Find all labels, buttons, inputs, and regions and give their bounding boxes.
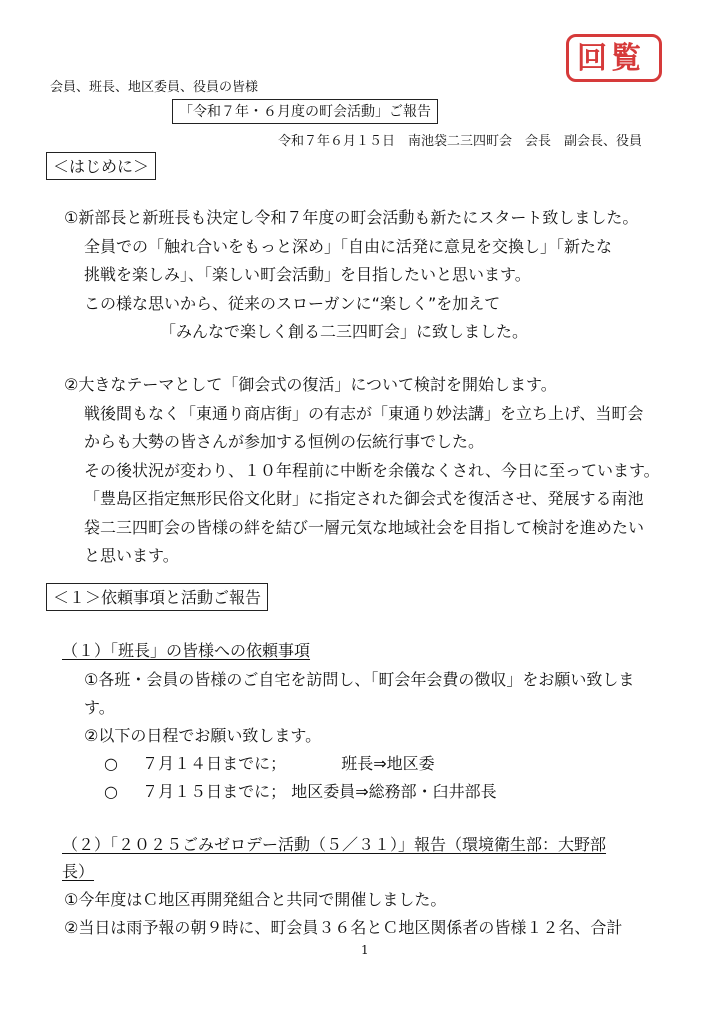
schedule-row [104, 779, 497, 802]
schedule-route: 班長⇒地区委 [341, 754, 435, 773]
schedule-bullet: ○ [104, 754, 118, 773]
intro-p1-line-4: この様な思いから、従来のスローガンに“楽しく”を加えて [84, 294, 501, 313]
schedule-row [104, 751, 435, 774]
intro-p2-line-1: ②大きなテーマとして「御会式の復活」について検討を開始します。 [64, 375, 557, 394]
circulation-stamp [566, 34, 662, 82]
schedule-route: 地区委員⇒総務部・臼井部長 [291, 782, 497, 801]
stamp-text: 回覧 [577, 41, 645, 76]
sub1-line-2: す。 [84, 698, 115, 717]
schedule-bullet: ○ [104, 782, 118, 801]
addressee: 会員、班長、地区委員、役員の皆様 [50, 80, 259, 95]
page-number: 1 [361, 943, 369, 957]
section1-heading: ＜１＞依頼事項と活動ご報告 [46, 583, 268, 611]
document-title: 「令和７年・６月度の町会活動」ご報告 [172, 99, 438, 124]
intro-p2-line-3: からも大勢の皆さんが参加する恒例の伝統行事でした。 [84, 432, 485, 451]
sub1-line-3: ②以下の日程でお願い致します。 [84, 726, 322, 745]
intro-p1-line-3: 挑戦を楽しみ」、「楽しい町会活動」を目指したいと思います。 [84, 265, 531, 284]
dateline: 令和７年６月１５日 南池袋二三四町会 会長 副会長、役員 [278, 134, 643, 149]
intro-p1-line-1: ①新部長と新班長も決定し令和７年度の町会活動も新たにスタート致しました。 [64, 208, 639, 227]
schedule-date: ７月１４日までに； [142, 754, 287, 773]
intro-p2-line-6: 袋二三四町会の皆様の絆を結び一層元気な地域社会を目指して検討を進めたい [84, 518, 645, 537]
intro-p1-line-2: 全員での「触れ合いをもっと深め」「自由に活発に意見を交換し」「新たな [84, 237, 613, 256]
schedule-date: ７月１５日までに； [142, 782, 287, 801]
intro-p2-line-4: その後状況が変わり、１０年程前に中断を余儀なくされ、今日に至っています。 [84, 461, 660, 480]
sub2-line-2: ②当日は雨予報の朝９時に、町会員３６名とＣ地区関係者の皆様１２名、合計 [64, 918, 623, 937]
sub2-heading-line-2: 長） [62, 862, 95, 881]
sub1-line-1: ①各班・会員の皆様のご自宅を訪問し、「町会年会費の徴収」をお願い致しま [84, 670, 635, 689]
intro-p2-line-7: と思います。 [84, 546, 179, 565]
slogan: 「みんなで楽しく創る二三四町会」に致しました。 [160, 322, 529, 341]
intro-p2-line-5: 「豊島区指定無形民俗文化財」に指定された御会式を復活させ、発展する南池 [84, 489, 644, 508]
intro-p2-line-2: 戦後間もなく「東通り商店街」の有志が「東通り妙法講」を立ち上げ、当町会 [84, 404, 644, 423]
intro-heading: ＜はじめに＞ [46, 152, 156, 180]
sub2-heading-line-1: （２）「２０２５ごみゼロデー活動（５／３１）」報告（環境衛生部：大野部 [62, 835, 607, 854]
sub1-heading: （１）「班長」の皆様への依頼事項 [62, 641, 311, 660]
sub2-line-1: ①今年度はＣ地区再開発組合と共同で開催しました。 [64, 890, 447, 909]
